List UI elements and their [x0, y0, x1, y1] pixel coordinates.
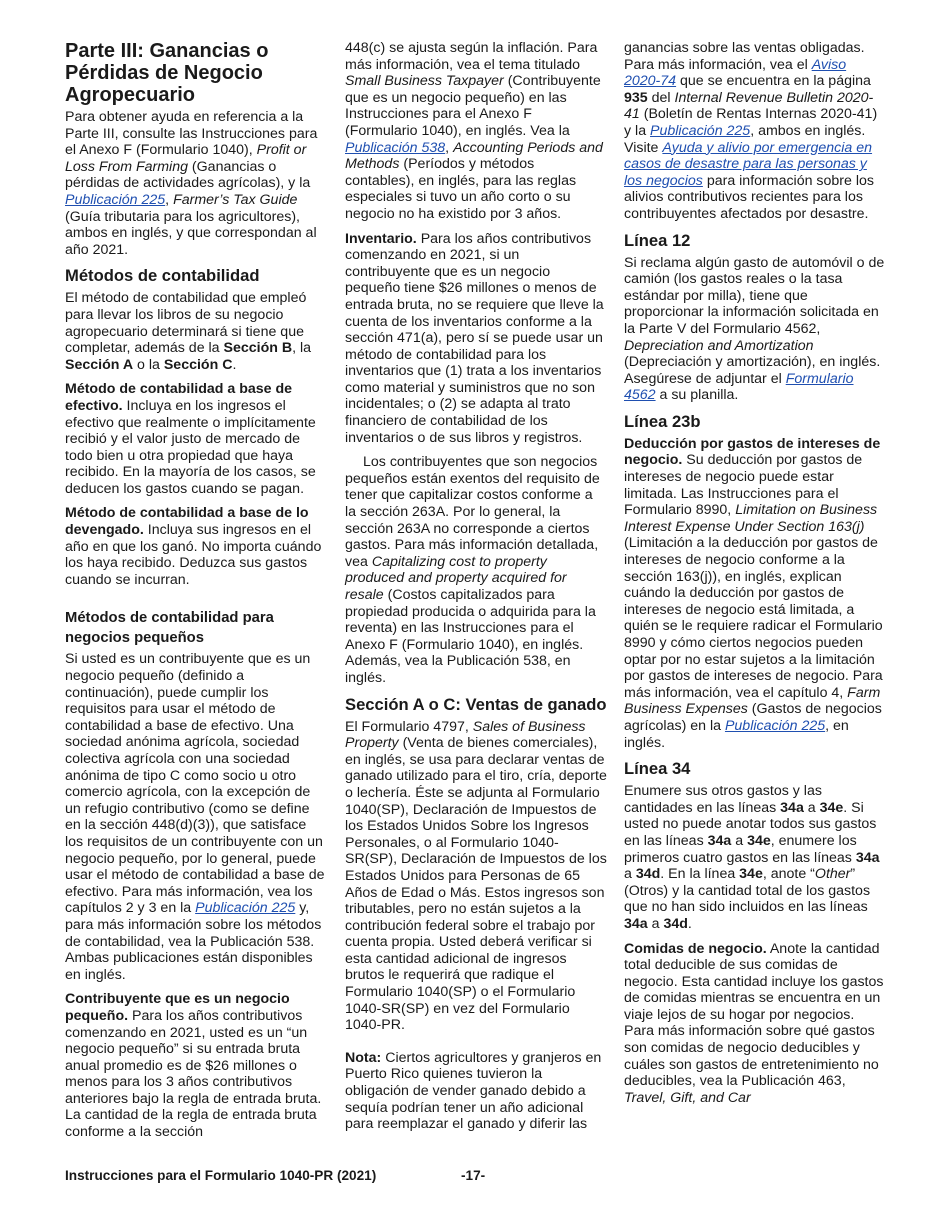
heading-seccion-a-c: Sección A o C: Ventas de ganado	[345, 694, 607, 714]
heading-parte-iii: Parte III: Ganancias o Pérdidas de Negocio Agropecuario	[65, 40, 269, 106]
column-3	[624, 40, 886, 1114]
paragraph-negocios-pequenos: Si usted es un contribuyente que es un negocio pequeño (definido a continuación), puede cumplir los requisitos para usar el método de contabilidad a base de efectivo. Una sociedad anónima agrícola, sociedad colectiva agrícola con una sociedad anónima de tipo C como socio u otro comercio agrícola, con la excepción de un refugio contributivo (como se define en la sección 448(d)(3)), que satisface los requisitos de un contribuyente con un negocio pequeño, por lo general, puede usar el método de contabilidad a base de efectivo. Para más información, vea los capítulos 2 y 3 en la Publicación 225 y, para más información sobre los métodos de contabilidad, vea la Publicación 538. Ambas publicaciones están disponibles en inglés.	[65, 651, 325, 983]
paragraph-comidas-negocio: Comidas de negocio. Anote la cantidad total deducible de sus comidas de negocio. Esta cantidad incluye los gastos de comidas mientras se encuentra en un viaje lejos de su hogar por negocios. Para más información sobre qué gastos son comidas de negocio deducibles y cuáles son gastos de entretenimiento no deducibles, vea la Publicación 463, Travel, Gift, and Car	[624, 940, 884, 1106]
link-aviso-2020-74[interactable]: Aviso 2020-74	[624, 56, 847, 90]
heading-linea-12: Línea 12	[624, 230, 691, 250]
footer-title: Instrucciones para el Formulario 1040-PR (2021)	[65, 1168, 377, 1183]
heading-metodos-contabilidad: Métodos de contabilidad	[65, 266, 260, 286]
link-publicacion-225[interactable]: Publicación 225	[724, 717, 826, 734]
paragraph-devengado: Método de contabilidad a base de lo devengado. Incluya sus ingresos en el año en que los ganó. No importa cuándo los haya recibido. Deduzca sus gastos cuando se incurran.	[65, 505, 322, 588]
column-2	[345, 40, 607, 1141]
paragraph-contribuyente: Contribuyente que es un negocio pequeño. Para los años contributivos comenzando en 2021, usted es un “un negocio pequeño” si su entrada bruta anual promedio es de $26 millones o menos para los 3 años contributivos anteriores bajo la regla de entrada bruta. La cantidad de la regla de entrada bruta conforme a la sección	[65, 991, 322, 1141]
heading-linea-34: Línea 34	[624, 759, 691, 779]
paragraph-inventario: Inventario. Para los años contributivos comenzando en 2021, si un contribuyente que es un negocio pequeño tiene $26 millones o menos de entrada bruta, no se requiere que lleve la cuenta de los inventarios conforme a la sección 471(a), pero sí se puede usar un método de contabilidad para los inventarios que (1) trata a los inventarios como material y suministros que no son incidentales; o (2) se adapta al trato financiero de contabilidad de los inventarios o de sus libros y registros.	[345, 230, 604, 446]
column-1	[65, 40, 327, 1149]
page-footer	[65, 1168, 885, 1183]
paragraph-linea-23b: Deducción por gastos de intereses de negocio. Su deducción por gastos de intereses de negocio puede estar limitada. Las Instrucciones para el Formulario 8990, Limitation on Business Interest Expense Under Section 163(j) (Limitación a la deducción por gastos de intereses de negocio conforme a la sección 163(j)), en inglés, explican cuándo la deducción por gastos de intereses de negocio está limitada, a quién se le requiere radicar el Formulario 8990 y cómo ciertos negocios pueden optar por no estar sujetos a la limitación por gastos de intereses de negocio. Para más información, vea el capítulo 4, Farm Business Expenses (Gastos de negocios agrícolas) en la Publicación 225, en inglés.	[624, 435, 883, 751]
page-number: -17-	[461, 1168, 486, 1183]
paragraph-linea-34: Enumere sus otros gastos y las cantidades en las líneas 34a a 34e. Si usted no puede anotar todos sus gastos en las líneas 34a a 34e, enumere los primeros cuatro gastos en las líneas 34a a 34d. En la línea 34e, anote “Other” (Otros) y la cantidad total de los gastos que no han sido incluidos en las líneas 34a a 34d.	[624, 783, 880, 932]
paragraph-metodos: El método de contabilidad que empleó para llevar los libros de su negocio agropecuario determinará si tiene que completar, además de la Sección B, la Sección A o la Sección C.	[65, 290, 312, 373]
paragraph-intro: Para obtener ayuda en referencia a la Parte III, consulte las Instrucciones para el Anexo F (Formulario 1040), Profit or Loss From Farming (Ganancias o pérdidas de actividades agrícolas), y la Publicación 225, Farmer’s Tax Guide (Guía tributaria para los agricultores), ambos en inglés, y que correspondan al año 2021.	[65, 109, 318, 258]
link-ayuda-desastre[interactable]: Ayuda y alivio por emergencia en casos de desastre para las personas y los negocios	[624, 139, 873, 189]
paragraph-263a: Los contribuyentes que son negocios pequeños están exentos del requisito de tener que capitalizar costos conforme a la sección 263A. Por lo general, la sección 263A no corresponde a ciertos gastos. Para más información detallada, vea Capitalizing cost to property produced and property acquired for resale (Costos capitalizados para propiedad producida o adquirida para la reventa) en las Instrucciones para el Anexo F (Formulario 1040), en inglés. Además, vea la Publicación 538, en inglés.	[345, 454, 600, 686]
link-publicacion-538[interactable]: Publicación 538	[345, 139, 446, 156]
link-publicacion-225[interactable]: Publicación 225	[65, 191, 166, 208]
link-formulario-4562[interactable]: Formulario 4562	[624, 370, 854, 404]
heading-linea-23b: Línea 23b	[624, 411, 701, 431]
paragraph-linea-12: Si reclama algún gasto de automóvil o de camión (los gastos reales o la tasa estándar por milla), tiene que proporcionar la información solicitada en la Parte V del Formulario 4562, Depreciation and Amortization (Depreciación y amortización), en inglés. Asegúrese de adjuntar el Formulario 4562 a su planilla.	[624, 254, 885, 404]
paragraph-nota: Nota: Ciertos agricultores y granjeros en Puerto Rico quienes tuvieron la obligación de vender ganado debido a sequía podrían tener un año adicional para reemplazar el ganado y diferir las	[345, 1049, 602, 1133]
paragraph-continued: 448(c) se ajusta según la inflación. Para más información, vea el tema titulado Small Business Taxpayer (Contribuyente que es un negocio pequeño) en las Instrucciones para el Anexo F (Formulario 1040), en inglés. Vea la Publicación 538, Accounting Periods and Methods (Períodos y métodos contables), en inglés, para las reglas especiales si tuvo un año corto o su negocio no ha existido por 3 años.	[345, 40, 603, 222]
link-publicacion-225[interactable]: Publicación 225	[195, 900, 296, 917]
heading-negocios-pequenos: Métodos de contabilidad para negocios pequeños	[65, 610, 274, 647]
paragraph-continued: ganancias sobre las ventas obligadas. Para más información, vea el Aviso 2020-74 que se encuentra en la página 935 del Internal Revenue Bulletin 2020-41 (Boletín de Rentas Internas 2020-41) y la Publicación 225, ambos en inglés. Visite Ayuda y alivio por emergencia en casos de desastre para las personas y los negocios para información sobre los alivios contributivos recientes para los contribuyentes afectados por desastre.	[624, 40, 878, 222]
link-publicacion-225[interactable]: Publicación 225	[650, 122, 751, 139]
paragraph-efectivo: Método de contabilidad a base de efectivo. Incluya en los ingresos el efectivo que realmente o implícitamente recibió y el valor justo de mercado de todo bien u otra propiedad que haya recibido. En la mayoría de los casos, se deducen los gastos cuando se pagan.	[65, 381, 316, 497]
paragraph-formulario-4797: El Formulario 4797, Sales of Business Property (Venta de bienes comerciales), en inglés, se usa para declarar ventas de ganado utilizado para el tiro, cría, deporte o lechería. Éste se adjunta al Formulario 1040(SP), Declaración de Impuestos de los Estados Unidos Sobre los Ingresos Personales, o al Formulario 1040-SR(SP), Declaración de Impuestos de los Estados Unidos para Personas de 65 Años de Edad o Más. Estos ingresos son tributables, pero no están sujetos a la contribución federal sobre el trabajo por cuenta propia. Usted deberá verificar si esta cantidad adicional de ingresos brutos le requerirá que radique el Formulario 1040(SP) o el Formulario 1040-SR(SP) en vez del Formulario 1040-PR.	[345, 718, 607, 1034]
